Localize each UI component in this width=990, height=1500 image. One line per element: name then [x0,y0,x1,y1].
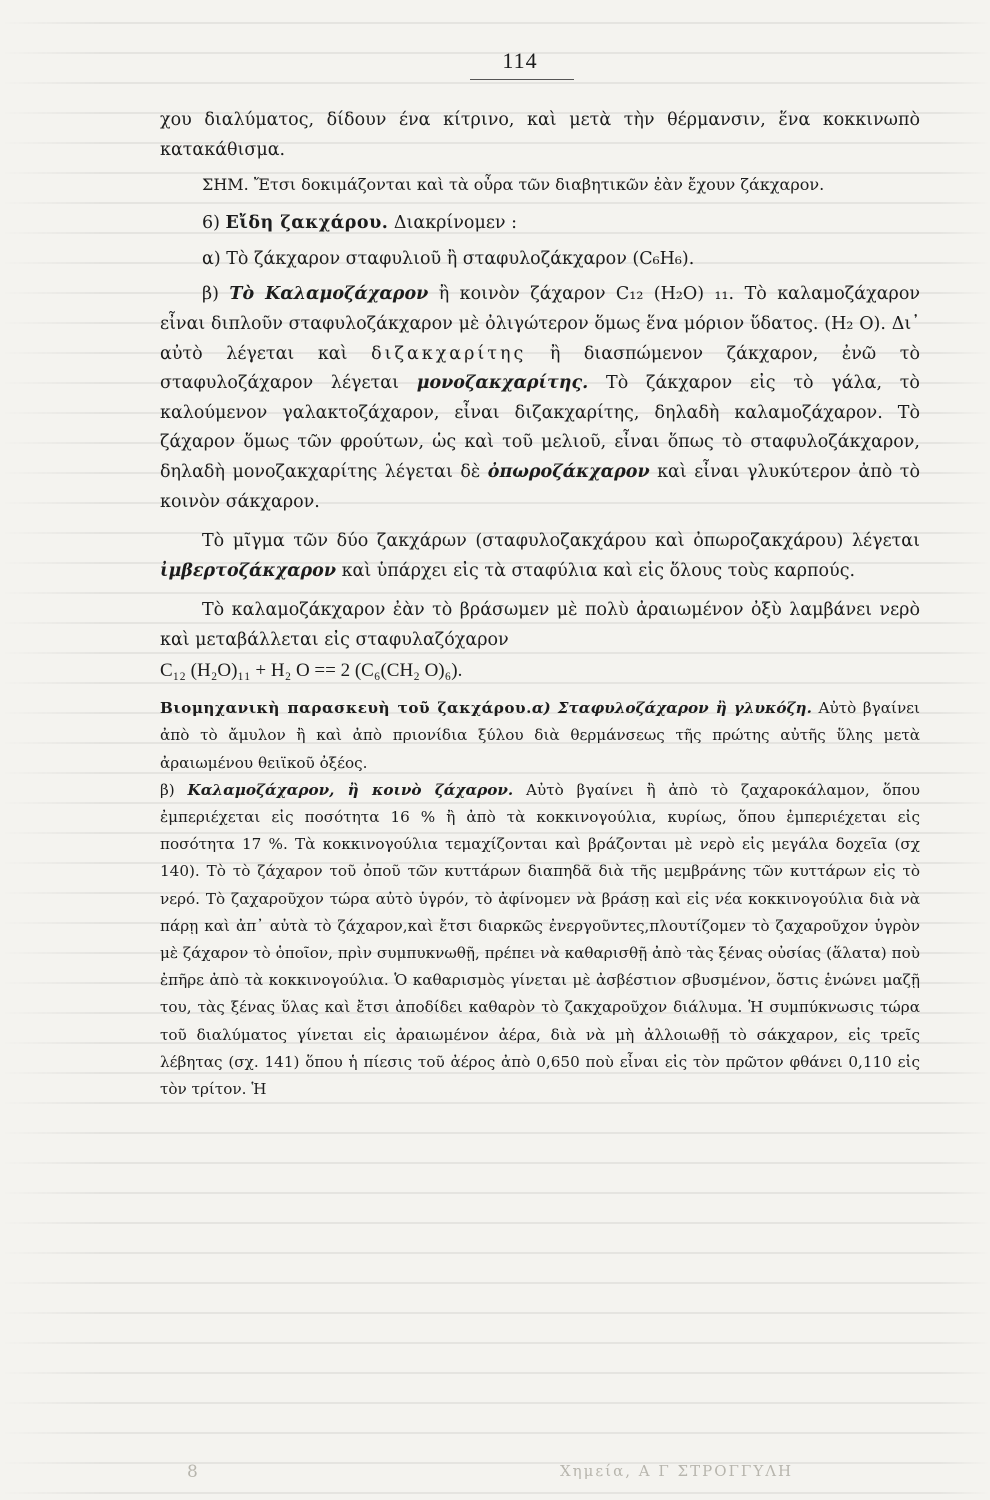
item-a: α) Τὸ ζάκχαρον σταφυλιοῦ ἢ σταφυλοζάκχαρον (C₆H₆). [202,248,695,269]
item-b-text-1: ἢ κοινὸν ζάχαρον C₁₂ (H₂O) ₁₁. Τὸ καλαμοζάχαρον εἶναι διπλοῦν σταφυλοζάκχαρον μὲ ὀλιγώτερον ὅμως ἕνα μόριον ὕδατος. (H₂ O). Δι᾿ αὐτὸ λέγεται καὶ [160,284,920,364]
industrial-b-term: Καλαμοζάχαρον, ἢ κοινὸ ζάχαρον. [187,780,514,799]
term-kalamozacharon: Τὸ Καλαμοζάχαρον [229,284,429,305]
industrial-a-term: α) Σταφυλοζάχαρον ἢ γλυκόζη. [531,699,812,718]
section-number: 6) [202,213,220,234]
section-intro: Διακρίνομεν : [393,213,518,234]
page-number-rule [470,79,574,80]
page-number: 114 [502,48,538,73]
industrial-a-text: Αὐτὸ βγαίνει ἀπὸ τὸ ἄμυλον ἢ καὶ ἀπὸ πριονίδια ξύλου διὰ θερμάνσεως τῆς πρώτης αὐτῆς ὕλης μετὰ ἀραιωμένου θειϊκοῦ ὀξέος. [160,699,921,772]
industrial-heading: Βιομηχανικὴ παρασκευὴ τοῦ ζακχάρου. [160,699,532,718]
item-b-text-2: ἢ διασπώμενον ζάκχαρον, ἐνῶ τὸ σταφυλοζάχαρον λέγεται [160,343,920,394]
item-b-text-4: καὶ εἶναι γλυκύτερον ἀπὸ τὸ κοινὸν σάκχαρον. [160,461,920,512]
mixture-text-1: Τὸ μῖγμα τῶν δύο ζακχάρων (σταφυλοζακχάρου καὶ ὀπωροζακχάρου) λέγεται [202,531,920,552]
footer-signature: Χημεία, Α Γ ΣΤΡΟΓΓΥΛΗ [560,1462,794,1480]
section-6-heading [160,209,920,239]
term-oporozakcharon: ὀπωροζάκχαρον [487,461,650,482]
industrial-b-label: β) [160,780,175,799]
industrial-paragraph [160,695,920,1103]
boiling-paragraph: Τὸ καλαμοζάκχαρον ἐὰν τὸ βράσωμεν μὲ πολὺ ἀραιωμένον ὀξὺ λαμβάνει νερὸ καὶ μεταβάλλεται εἰς σταφυλαζόχαρον [160,600,920,650]
note-paragraph [160,171,920,199]
note-label: ΣΗΜ. [202,175,249,195]
mixture-paragraph [160,527,920,586]
industrial-b-text: Αὐτὸ βγαίνει ἢ ἀπὸ τὸ ζαχαροκάλαμον, ὅπου ἐμπεριέχεται εἰς ποσότητα 16 % ἢ ἀπὸ τὰ κοκκινογούλια, κυρίως, ὅπου ἐμπεριέχεται εἰς ποσότητα 17 %. Τὰ κοκκινογούλια τεμαχίζονται καὶ βράζονται μὲ νερὸ εἰς μεγάλα δοχεῖα (σχ 140). Τὸ τὸ ζάχαρον τοῦ ὀποῦ τῶν κυττάρων διαπηδᾶ διὰ τῆς μεμβράνης τῶν κυττάρων εἰς τὸ νερό. Τὸ ζαχαροῦχον τώρα αὐτὸ ὑγρόν, τὸ ἀφίνομεν νὰ βράσῃ καὶ εἰς νέα κοκκινογούλια διὰ νὰ πάρῃ καὶ ἀπ᾿ αὐτὰ τὸ ζάχαρον,καὶ ἔτσι διαρκῶς ἐνεργοῦντες,πλουτίζομεν τὸ ζαχαροῦχον ὑγρὸν μὲ ζάχαρον τὸ ὁποῖον, πρὶν συμπυκνωθῇ, πρέπει νὰ καθαρισθῇ ἀπὸ τὰς ξένας οὐσίας (ἅλατα) ποὺ ἐπῆρε ἀπὸ τὰ κοκκινογούλια. Ὁ καθαρισμὸς γίνεται μὲ ἀσβέστιον σβυσμένον, ὅστις ἑνώνει μαζῇ του, τὰς ξένας ὕλας καὶ ἔτσι ἀποδίδει καθαρὸν τὸ ζακχαροῦχον διάλυμα. Ἡ συμπύκνωσις τώρα τοῦ διαλύματος γίνεται εἰς ἀραιωμένον ἀέρα, διὰ νὰ μὴ ἀλλοιωθῇ τὸ σάκχαρον, εἰς τρεῖς λέβητας (σχ. 141) ὅπου ἡ πίεσις τοῦ ἀέρος ἀπὸ 0,650 ποὺ εἶναι εἰς τὸν πρῶτον φθάνει 0,110 εἰς τὸν τρίτον. Ἡ [160,780,921,1098]
footer-signature-number: 8 [187,1462,198,1482]
body-text [160,106,920,1103]
section-title: Εἴδη ζακχάρου. [225,213,389,234]
term-monozakcharitis: μονοζακχαρίτης. [416,373,589,394]
item-b-text-3: Τὸ ζάκχαρον εἰς τὸ γάλα, τὸ καλούμενον γαλακτοζάχαρον, εἶναι διζακχαρίτης, δηλαδὴ καλαμοζάχαρον. Τὸ ζάχαρον ὅμως τῶν φρούτων, ὡς καὶ τοῦ μελιοῦ, εἶναι ὅπως τὸ σταφυλοζάκχαρον, δηλαδὴ μονοζακχαρίτης λέγεται δὲ [160,373,920,482]
chemical-formula: C₁₂ (H₂O)₁₁ + H₂ O == 2 (C₆(CH₂ O)₆). [160,659,463,681]
paragraph-continuation: χου διαλύματος, δίδουν ένα κίτρινο, καὶ μετὰ τὴν θέρμανσιν, ἕνα κοκκινωπὸ κατακάθισμα. [160,110,920,160]
term-imvertozakcharon: ἰμβερτοζάκχαρον [160,560,336,581]
item-b [160,280,920,517]
mixture-text-2: καὶ ὑπάρχει εἰς τὰ σταφύλια καὶ εἰς ὅλους τοὺς καρπούς. [341,560,856,581]
item-b-label: β) [202,284,219,305]
term-dizakcharitis: διζακχαρίτης [371,343,527,364]
note-text: Ἔτσι δοκιμάζονται καὶ τὰ οὖρα τῶν διαβητικῶν ἐὰν ἔχουν ζάκχαρον. [253,175,825,195]
